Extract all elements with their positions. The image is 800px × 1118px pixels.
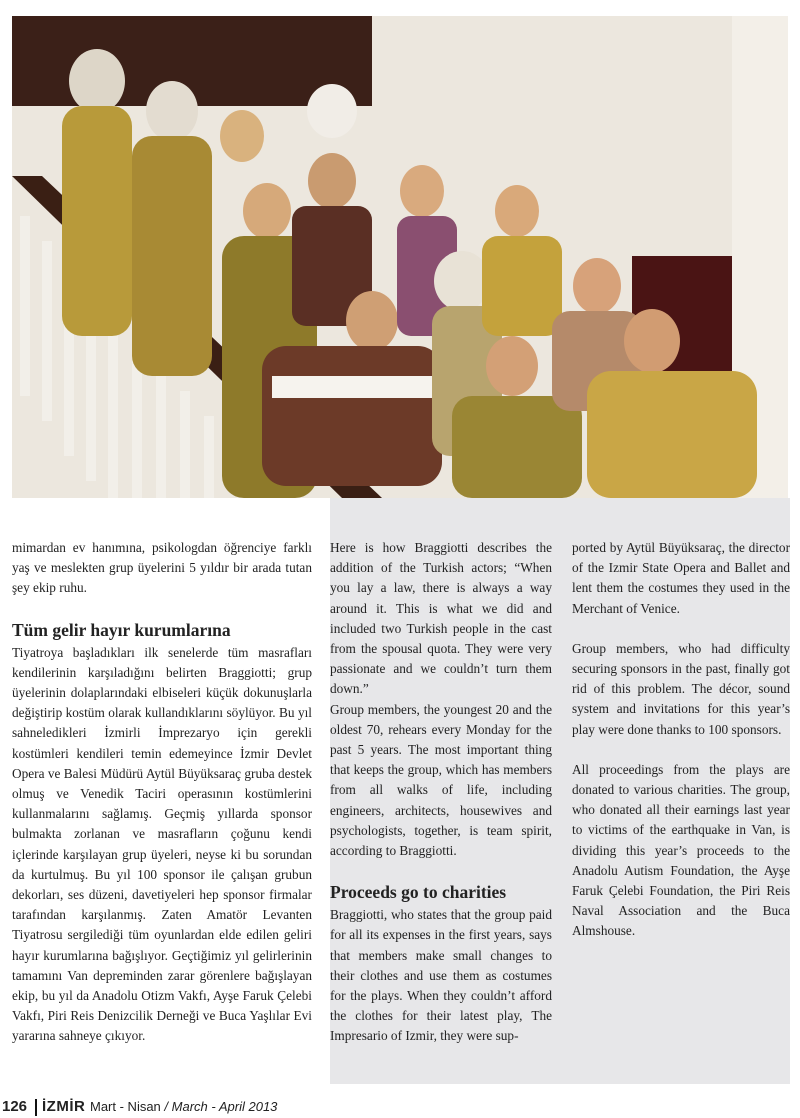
issue-months	[90, 1096, 277, 1118]
turkish-body: Tiyatroya başladıkları ilk senelerde tüm masrafları kendilerinin karşıladığını belirten Braggiotti; grup üyelerinin dolaplarındaki elbiseleri küçük dokunuşlarla değiştirip kostüm olarak kullandıklarını söylüyor. Bu yıl sahneledikleri İzmirli İmprezaryo için gerekli kostümleri kendileri temin edemeyince İzmir Devlet Opera ve Balesi Müdürü Aytül Büyüksaraç gruba destek olmuş ve Venedik Taciri operasının kostümlerini kullanmalarını sağlamış. Geçmiş yıllarda sponsor bulmakta zorlanan ve masrafların çoğunu kendi içlerinde karşılayan grup üyeleri, neyse ki bu sorundan da kurtulmuş. Bu yıl 100 sponsor ile çalışan grubun dekorları, ses düzeni, davetiyeleri hep sponsor firmalar tarafından karşılanmış. Zaten Amatör Levanten Tiyatrosu sergilediği tüm oyunlardan elde edilen geliri hayır kurumlarına bağışlıyor. Geçtiğimiz yıl gelirlerinin tamamını Van depreminden zarar görenlere bağışlayan ekip, bu yıl da Anadolu Otizm Vakfı, Ayşe Faruk Çelebi Vakfı, Piri Reis Denizcilik Derneği ve Buca Yaşlılar Evi yararına sahneye çıkıyor.	[12, 644, 312, 1044]
page-number: 126	[2, 1098, 28, 1115]
turkish-intro: mimardan ev hanımına, psikologdan öğrenciye farklı yaş ve meslekten grup üyelerini 5 yıldır bir arada tutan şey ekip ruhu.	[12, 540, 312, 596]
english-paragraph-1: Here is how Braggiotti describes the addition of the Turkish actors; “When you lay a law, there is always a way around it. This is what we did and included two Turkish people in the cast from the spousal quota. They were very passionate and we couldn’t turn them down.”	[330, 540, 552, 697]
english-paragraph-3: Braggiotti, who states that the group paid for all its expenses in the first years, says that members make small changes to their clothes and use them as costumes for the plays. When they couldn’t afford the clothes for their latest play, The Impresario of Izmir, they were sup-	[330, 907, 552, 1044]
group-photo	[12, 16, 788, 498]
english-paragraph-6: All proceedings from the plays are donated to various charities. The group, who donated all their earnings last year to victims of the earthquake in Van, is dividing this year’s proceeds to the Anadolu Autism Foundation, the Ayşe Faruk Çelebi Foundation, the Piri Reis Naval Association and the Buca Almshouse.	[572, 761, 790, 939]
english-heading: Proceeds go to charities	[330, 882, 507, 903]
footer-divider	[35, 1099, 37, 1116]
english-column-1	[330, 538, 552, 1067]
magazine-name: İZMİR	[42, 1098, 86, 1115]
turkish-column	[12, 538, 312, 1067]
group-photo-icon	[12, 16, 788, 498]
issue-months-en: March - April 2013	[171, 1099, 278, 1114]
english-column-2	[572, 538, 790, 962]
issue-months-tr: Mart - Nisan	[90, 1099, 161, 1114]
turkish-heading: Tüm gelir hayır kurumlarına	[12, 619, 231, 640]
english-paragraph-2: Group members, the youngest 20 and the oldest 70, rehears every Monday for the past 5 years. The most important thing that keeps the group, which has members from all walks of life, including engineers, architects, housewives and psychologists, together, is team spirit, according to Braggiotti.	[330, 701, 552, 859]
issue-separator: /	[164, 1099, 169, 1114]
page-footer	[0, 1096, 800, 1118]
english-paragraph-4: ported by Aytül Büyüksaraç, the director of the Izmir State Opera and Ballet and lent them the costumes they used in the Merchant of Venice.	[572, 540, 790, 616]
english-paragraph-5: Group members, who had difficulty securing sponsors in the past, finally got rid of this problem. The décor, sound system and invitations for this year’s play were done thanks to 100 sponsors.	[572, 640, 790, 737]
